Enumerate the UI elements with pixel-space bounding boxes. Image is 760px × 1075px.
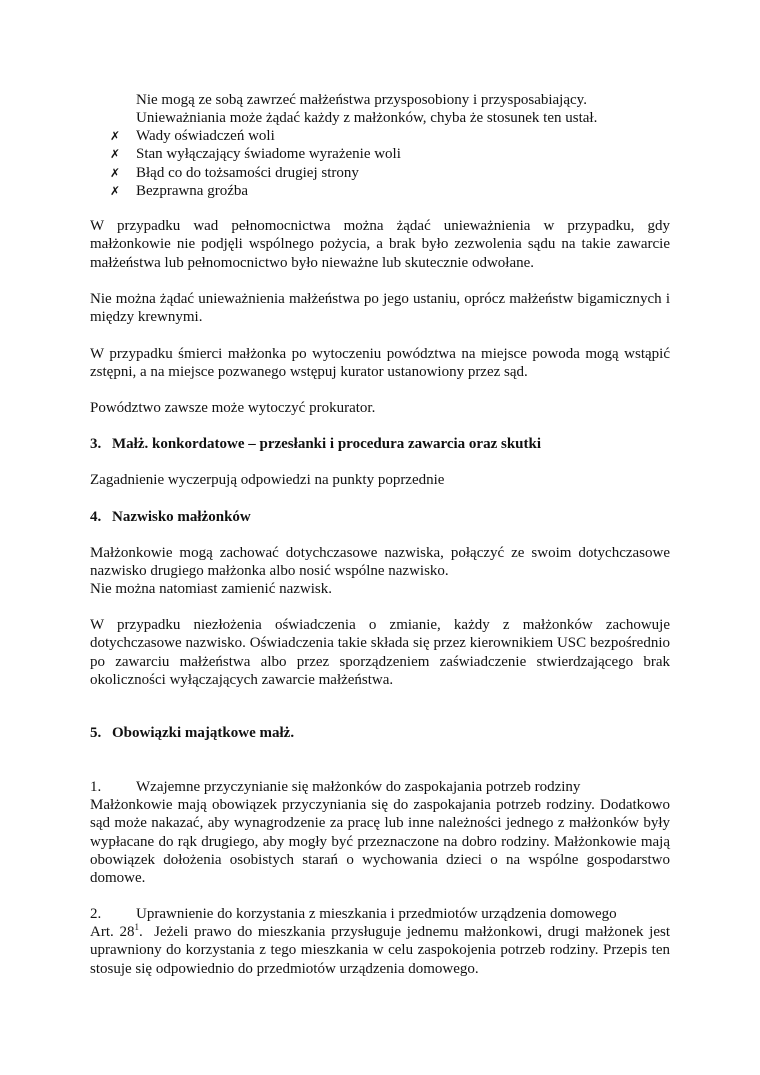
item-number: 2. xyxy=(90,906,102,922)
paragraph-prokurator: Powództwo zawsze może wytoczyć prokurator. xyxy=(90,400,376,416)
section-5-heading xyxy=(90,724,670,742)
list-item-text: Błąd co do tożsamości drugiej strony xyxy=(136,164,359,181)
list-item xyxy=(110,182,401,200)
section-4-heading xyxy=(90,508,670,526)
item-2-title xyxy=(90,905,670,923)
intro-line-2: Unieważniania może żądać każdy z małżonków, chyba że stosunek ten ustał. xyxy=(136,110,598,126)
item-number: 1. xyxy=(90,779,102,795)
paragraph-smierc: W przypadku śmierci małżonka po wytoczeniu powództwa na miejsce powoda mogą wstąpić zstępni, a na miejsce pozwanego wstępuj kurator ustanowiony przez sąd. xyxy=(90,346,670,381)
paragraph-nazwiska: Małżonkowie mogą zachować dotychczasowe nazwiska, połączyć ze swoim dotychczasowe nazwisko drugiego małżonka albo nosić wspólne nazwisko. xyxy=(90,545,670,580)
paragraph-nie-mozna: Nie można natomiast zamienić nazwisk. xyxy=(90,581,332,597)
section-title: Obowiązki majątkowe małż. xyxy=(112,725,295,741)
section-3-heading xyxy=(90,435,670,453)
cross-mark-icon: ✗ xyxy=(110,147,121,162)
section-title: Nazwisko małżonków xyxy=(112,509,251,525)
paragraph-ustanie: Nie można żądać unieważnienia małżeństwa po jego ustaniu, oprócz małżeństw bigamicznych i między krewnymi. xyxy=(90,291,670,326)
cross-mark-icon: ✗ xyxy=(110,165,121,180)
item-title: Wzajemne przyczynianie się małżonków do zaspokajania potrzeb rodziny xyxy=(136,779,581,795)
article-label: Art. 28 xyxy=(90,924,135,940)
paragraph-zagadnienie: Zagadnienie wyczerpują odpowiedzi na punkty poprzednie xyxy=(90,472,445,488)
list-item-text: Bezprawna groźba xyxy=(136,182,249,199)
section-title: Małż. konkordatowe – przesłanki i procedura zawarcia oraz skutki xyxy=(112,436,542,452)
paragraph-pelnomocnictwo: W przypadku wad pełnomocnictwa można żądać unieważnienia w przypadku, gdy małżonkowie nie podjęli wspólnego pożycia, a brak było zezwolenia sądu na takie zawarcie małżeństwa lub pełnomocnictwo było nieważne lub skutecznie odwołane. xyxy=(90,218,670,271)
item-1-body: Małżonkowie mają obowiązek przyczyniania się do zaspokajania potrzeb rodziny. Dodatkowo sąd może nakazać, aby wynagrodzenie za pracę lub inne należności jednego z małżonków były wypłacane do rąk drugiego, aby mogły być przeznaczone na dobro rodziny. Małżonkowie mają obowiązek dołożenia osobistych starań o wychowania dzieci o na wspólne gospodarstwo domowe. xyxy=(90,797,670,887)
article-text: Jeżeli prawo do mieszkania przysługuje jednemu małżonkowi, drugi małżonek jest uprawniony do korzystania z tego mieszkania w celu zaspokojenia potrzeb rodziny. Przepis ten stosuje się odpowiednio do przedmiotów urządzenia domowego. xyxy=(90,924,671,977)
list-item-text: Stan wyłączający świadome wyrażenie woli xyxy=(136,146,401,163)
item-title: Uprawnienie do korzystania z mieszkania i przedmiotów urządzenia domowego xyxy=(136,906,617,922)
list-item xyxy=(110,145,401,163)
section-number: 4. xyxy=(90,509,102,525)
list-item xyxy=(110,164,401,182)
intro-line-1: Nie mogą ze sobą zawrzeć małżeństwa przysposobiony i przysposabiający. xyxy=(136,92,587,108)
cross-mark-icon: ✗ xyxy=(110,129,121,143)
article-dot: . xyxy=(138,924,143,940)
cross-mark-icon: ✗ xyxy=(110,183,121,198)
paragraph-oswiadczenie: W przypadku niezłożenia oświadczenia o zmianie, każdy z małżonków zachowuje dotychczasowe nazwisko. Oświadczenia takie składa się przez kierownikiem USC bezpośrednio po zawarciu małżeństwa albo przez sporządzeniem zaświadczenie stwierdzającego brak okoliczności wyłączających zawarcie małżeństwa. xyxy=(90,617,670,688)
list-item-text: Wady oświadczeń woli xyxy=(136,128,275,144)
article-superscript: 1 xyxy=(134,922,139,932)
item-2-body xyxy=(90,923,670,978)
grounds-list xyxy=(110,127,401,200)
list-item xyxy=(110,127,401,145)
section-number: 3. xyxy=(90,436,102,452)
section-number: 5. xyxy=(90,725,102,741)
item-1-title xyxy=(90,778,670,796)
